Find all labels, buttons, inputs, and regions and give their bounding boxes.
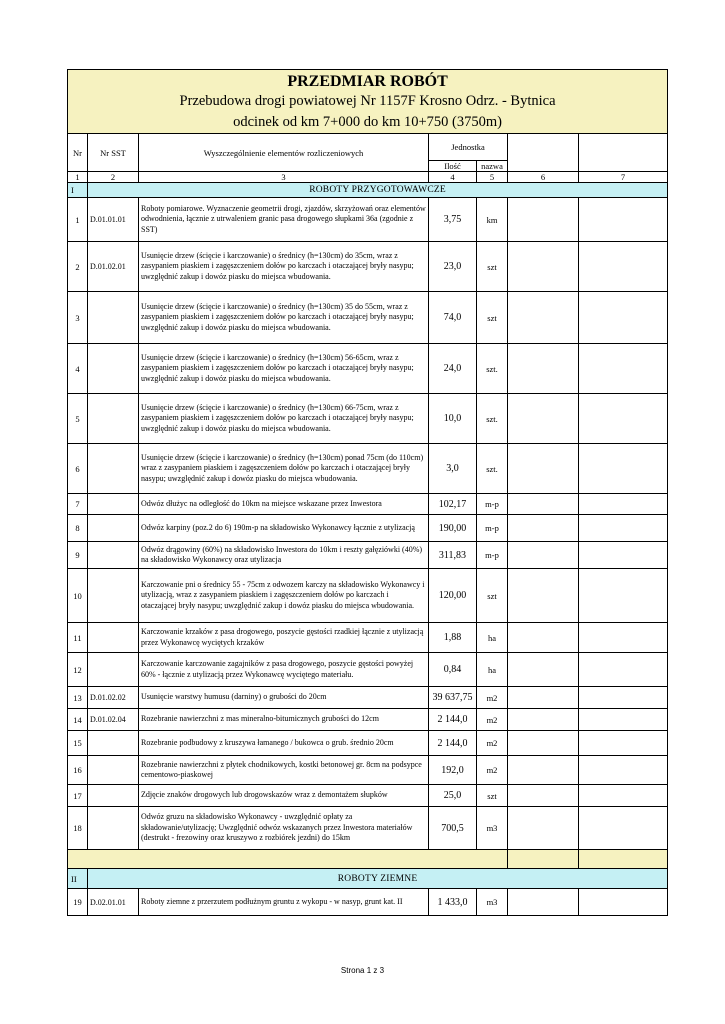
row-col6 (508, 542, 579, 569)
row-col7 (579, 542, 668, 569)
row-number: 19 (68, 889, 88, 916)
header-nr-sst: Nr SST (88, 134, 139, 172)
table-row (68, 687, 668, 709)
row-col7 (579, 292, 668, 344)
header-col7 (579, 134, 668, 172)
col-number: 5 (477, 172, 508, 183)
row-description: Roboty pomiarowe. Wyznaczenie geometrii drogi, zjazdów, skrzyżowań oraz elementów odwodnienia, łącznie z utrwaleniem granic pasa drogowego słupkami 36a (zgodnie z SST) (139, 198, 429, 242)
row-col6 (508, 494, 579, 515)
row-sst-code: D.01.02.01 (88, 242, 139, 292)
row-col7 (579, 569, 668, 623)
row-unit: szt. (477, 394, 508, 444)
row-number: 17 (68, 785, 88, 807)
row-unit: m-p (477, 542, 508, 569)
row-sst-code (88, 292, 139, 344)
page-footer: Strona 1 z 3 (340, 966, 385, 975)
table-row (68, 807, 668, 850)
row-number: 3 (68, 292, 88, 344)
row-number: 7 (68, 494, 88, 515)
section-header-row (68, 869, 668, 889)
row-col7 (579, 242, 668, 292)
row-number: 1 (68, 198, 88, 242)
row-quantity: 10,0 (429, 394, 477, 444)
header-nr: Nr (68, 134, 88, 172)
row-unit: m-p (477, 494, 508, 515)
row-col6 (508, 889, 579, 916)
row-unit: szt. (477, 344, 508, 394)
row-unit: szt. (477, 444, 508, 494)
col-number: 2 (88, 172, 139, 183)
row-description: Karczowanie karczowanie zagajników z pasa drogowego, poszycie gęstości powyżej 60% - łącznie z utylizacją przez Wykonawcę wyciętego materiału. (139, 653, 429, 687)
row-col6 (508, 292, 579, 344)
table-row (68, 242, 668, 292)
row-sst-code: D.01.02.02 (88, 687, 139, 709)
header-unit-group: Jednostka (429, 134, 508, 161)
row-description: Usunięcie drzew (ścięcie i karczowanie) o średnicy (h=130cm) ponad 75cm (do 110cm) wraz z zasypaniem piaskiem i zagęszczeniem dołów po karczach i otaczającej bryły nasypu; uwzględnić zakup i dowóz piasku do miejsca wbudowania. (139, 444, 429, 494)
row-sst-code (88, 653, 139, 687)
row-sst-code (88, 731, 139, 756)
row-quantity: 3,0 (429, 444, 477, 494)
table-row (68, 653, 668, 687)
spacer-cell (68, 850, 508, 869)
row-sst-code (88, 494, 139, 515)
col-number: 6 (508, 172, 579, 183)
row-unit: m3 (477, 889, 508, 916)
row-number: 8 (68, 515, 88, 542)
section-spacer-row (68, 850, 668, 869)
table-row (68, 292, 668, 344)
row-description: Karczowanie krzaków z pasa drogowego, poszycie gęstości rzadkiej łącznie z utylizacją przez Wykonawcę wyciętych krzaków (139, 623, 429, 653)
section-title: ROBOTY ZIEMNE (88, 869, 668, 889)
table-row (68, 785, 668, 807)
row-sst-code (88, 785, 139, 807)
table-row (68, 494, 668, 515)
row-quantity: 1 433,0 (429, 889, 477, 916)
row-quantity: 190,00 (429, 515, 477, 542)
row-quantity: 24,0 (429, 344, 477, 394)
row-quantity: 2 144,0 (429, 731, 477, 756)
row-sst-code: D.02.01.01 (88, 889, 139, 916)
project-name: Przebudowa drogi powiatowej Nr 1157F Krosno Odrz. - Bytnica (179, 93, 556, 109)
row-col7 (579, 198, 668, 242)
row-sst-code (88, 515, 139, 542)
row-col6 (508, 623, 579, 653)
row-col7 (579, 785, 668, 807)
table-row (68, 623, 668, 653)
table-row (68, 709, 668, 731)
header-description: Wyszczególnienie elementów rozliczeniowych (139, 134, 429, 172)
row-sst-code (88, 542, 139, 569)
row-col6 (508, 198, 579, 242)
row-description: Rozebranie nawierzchni z płytek chodnikowych, kostki betonowej gr. 8cm na podsypce cementowo-piaskowej (139, 756, 429, 785)
row-col7 (579, 494, 668, 515)
row-number: 11 (68, 623, 88, 653)
row-description: Karczowanie pni o średnicy 55 - 75cm z odwozem karczy na składowisko Wykonawcy i utylizacją, wraz z zasypaniem piaskiem i zagęszczeniem dołów po karczach i otaczającej bryły nasypu; uwzględnić zakup i dowóz piasku do miejsca wbudowania. (139, 569, 429, 623)
row-description: Roboty ziemne z przerzutem podłużnym gruntu z wykopu - w nasyp, grunt kat. II (139, 889, 429, 916)
section-number: I (68, 183, 88, 198)
row-number: 18 (68, 807, 88, 850)
row-quantity: 74,0 (429, 292, 477, 344)
row-col7 (579, 394, 668, 444)
row-quantity: 3,75 (429, 198, 477, 242)
row-sst-code (88, 756, 139, 785)
section-number: II (68, 869, 88, 889)
row-unit: m3 (477, 807, 508, 850)
document-title-block (68, 70, 668, 134)
row-quantity: 311,83 (429, 542, 477, 569)
row-description: Rozebranie nawierzchni z mas mineralno-bitumicznych grubości do 12cm (139, 709, 429, 731)
cost-estimate-sheet (67, 69, 667, 916)
row-unit: szt (477, 292, 508, 344)
table-row (68, 889, 668, 916)
spacer-cell (508, 850, 579, 869)
row-col6 (508, 344, 579, 394)
table-row (68, 198, 668, 242)
row-col6 (508, 807, 579, 850)
row-col6 (508, 653, 579, 687)
estimate-table (67, 69, 668, 916)
row-number: 15 (68, 731, 88, 756)
row-unit: km (477, 198, 508, 242)
row-quantity: 102,17 (429, 494, 477, 515)
row-col6 (508, 756, 579, 785)
row-quantity: 700,5 (429, 807, 477, 850)
row-col6 (508, 444, 579, 494)
row-col7 (579, 807, 668, 850)
row-unit: m2 (477, 709, 508, 731)
col-number: 1 (68, 172, 88, 183)
column-number-row (68, 172, 668, 183)
row-col6 (508, 242, 579, 292)
row-unit: ha (477, 623, 508, 653)
row-unit: ha (477, 653, 508, 687)
row-number: 13 (68, 687, 88, 709)
row-col6 (508, 709, 579, 731)
row-number: 12 (68, 653, 88, 687)
row-quantity: 23,0 (429, 242, 477, 292)
spacer-cell (579, 850, 668, 869)
row-number: 9 (68, 542, 88, 569)
row-col7 (579, 687, 668, 709)
row-unit: m2 (477, 731, 508, 756)
row-number: 10 (68, 569, 88, 623)
row-number: 14 (68, 709, 88, 731)
row-sst-code: D.01.02.04 (88, 709, 139, 731)
row-unit: szt (477, 569, 508, 623)
row-sst-code (88, 344, 139, 394)
row-description: Zdjęcie znaków drogowych lub drogowskazów wraz z demontażem słupków (139, 785, 429, 807)
table-row (68, 344, 668, 394)
row-col6 (508, 731, 579, 756)
col-number: 4 (429, 172, 477, 183)
row-sst-code (88, 569, 139, 623)
row-quantity: 2 144,0 (429, 709, 477, 731)
header-unit-name: nazwa (477, 161, 508, 172)
row-col7 (579, 444, 668, 494)
row-col7 (579, 653, 668, 687)
row-sst-code (88, 623, 139, 653)
table-row (68, 569, 668, 623)
row-col7 (579, 515, 668, 542)
table-row (68, 542, 668, 569)
row-col6 (508, 687, 579, 709)
row-sst-code (88, 394, 139, 444)
row-number: 6 (68, 444, 88, 494)
row-description: Odwóz drągowiny (60%) na składowisko Inwestora do 10km i reszty gałęziówki (40%) na składowisko Wykonawcy oraz utylizacja (139, 542, 429, 569)
row-col7 (579, 889, 668, 916)
table-row (68, 756, 668, 785)
row-sst-code (88, 444, 139, 494)
table-row (68, 515, 668, 542)
section-header-row (68, 183, 668, 198)
row-description: Usunięcie drzew (ścięcie i karczowanie) o średnicy (h=130cm) do 35cm, wraz z zasypaniem piaskiem i zagęszczeniem dołów po karczach i otaczającej bryły nasypu; uwzględnić zakup i dowóz piasku do miejsca wbudowania. (139, 242, 429, 292)
row-quantity: 192,0 (429, 756, 477, 785)
row-col7 (579, 709, 668, 731)
row-quantity: 25,0 (429, 785, 477, 807)
row-description: Usunięcie warstwy humusu (darniny) o grubości do 20cm (139, 687, 429, 709)
row-col7 (579, 623, 668, 653)
row-sst-code (88, 807, 139, 850)
row-description: Odwóz dłużyc na odległość do 10km na miejsce wskazane przez Inwestora (139, 494, 429, 515)
row-col7 (579, 756, 668, 785)
row-unit: m2 (477, 756, 508, 785)
row-quantity: 0,84 (429, 653, 477, 687)
row-description: Usunięcie drzew (ścięcie i karczowanie) o średnicy (h=130cm) 35 do 55cm, wraz z zasypaniem piaskiem i zagęszczeniem dołów po karczach i otaczającej bryły nasypu; uwzględnić zakup i dowóz piasku do miejsca wbudowania. (139, 292, 429, 344)
row-description: Odwóz karpiny (poz.2 do 6) 190m-p na składowisko Wykonawcy łącznie z utylizacją (139, 515, 429, 542)
row-description: Rozebranie podbudowy z kruszywa łamanego / bukowca o grub. średnio 20cm (139, 731, 429, 756)
row-number: 5 (68, 394, 88, 444)
col-number: 7 (579, 172, 668, 183)
row-unit: szt (477, 785, 508, 807)
project-section: odcinek od km 7+000 do km 10+750 (3750m) (233, 114, 502, 130)
row-number: 2 (68, 242, 88, 292)
section-title: ROBOTY PRZYGOTOWAWCZE (88, 183, 668, 198)
col-number: 3 (139, 172, 429, 183)
header-quantity: Ilość (429, 161, 477, 172)
row-description: Odwóz gruzu na składowisko Wykonawcy - uwzględnić opłaty za składowanie/utylizację; Uwzględnić odwóz wskazanych przez Inwestora materiałów (destrukt - frezowiny oraz kruszywo z rozbiórek jezdni) do 15km (139, 807, 429, 850)
row-sst-code: D.01.01.01 (88, 198, 139, 242)
row-col6 (508, 785, 579, 807)
header-col6 (508, 134, 579, 172)
table-row (68, 444, 668, 494)
row-quantity: 39 637,75 (429, 687, 477, 709)
row-col6 (508, 515, 579, 542)
table-row (68, 394, 668, 444)
row-number: 16 (68, 756, 88, 785)
row-col7 (579, 731, 668, 756)
row-quantity: 120,00 (429, 569, 477, 623)
table-row (68, 731, 668, 756)
row-col7 (579, 344, 668, 394)
row-unit: m2 (477, 687, 508, 709)
row-col6 (508, 569, 579, 623)
document-heading: PRZEDMIAR ROBÓT (287, 73, 448, 90)
row-description: Usunięcie drzew (ścięcie i karczowanie) o średnicy (h=130cm) 66-75cm, wraz z zasypaniem piaskiem i zagęszczeniem dołów po karczach i otaczającej bryły nasypu; uwzględnić zakup i dowóz piasku do miejsca wbudowania. (139, 394, 429, 444)
row-number: 4 (68, 344, 88, 394)
row-col6 (508, 394, 579, 444)
row-unit: m-p (477, 515, 508, 542)
row-unit: szt (477, 242, 508, 292)
row-description: Usunięcie drzew (ścięcie i karczowanie) o średnicy (h=130cm) 56-65cm, wraz z zasypaniem piaskiem i zagęszczeniem dołów po karczach i otaczającej bryły nasypu; uwzględnić zakup i dowóz piasku do miejsca wbudowania. (139, 344, 429, 394)
row-quantity: 1,88 (429, 623, 477, 653)
